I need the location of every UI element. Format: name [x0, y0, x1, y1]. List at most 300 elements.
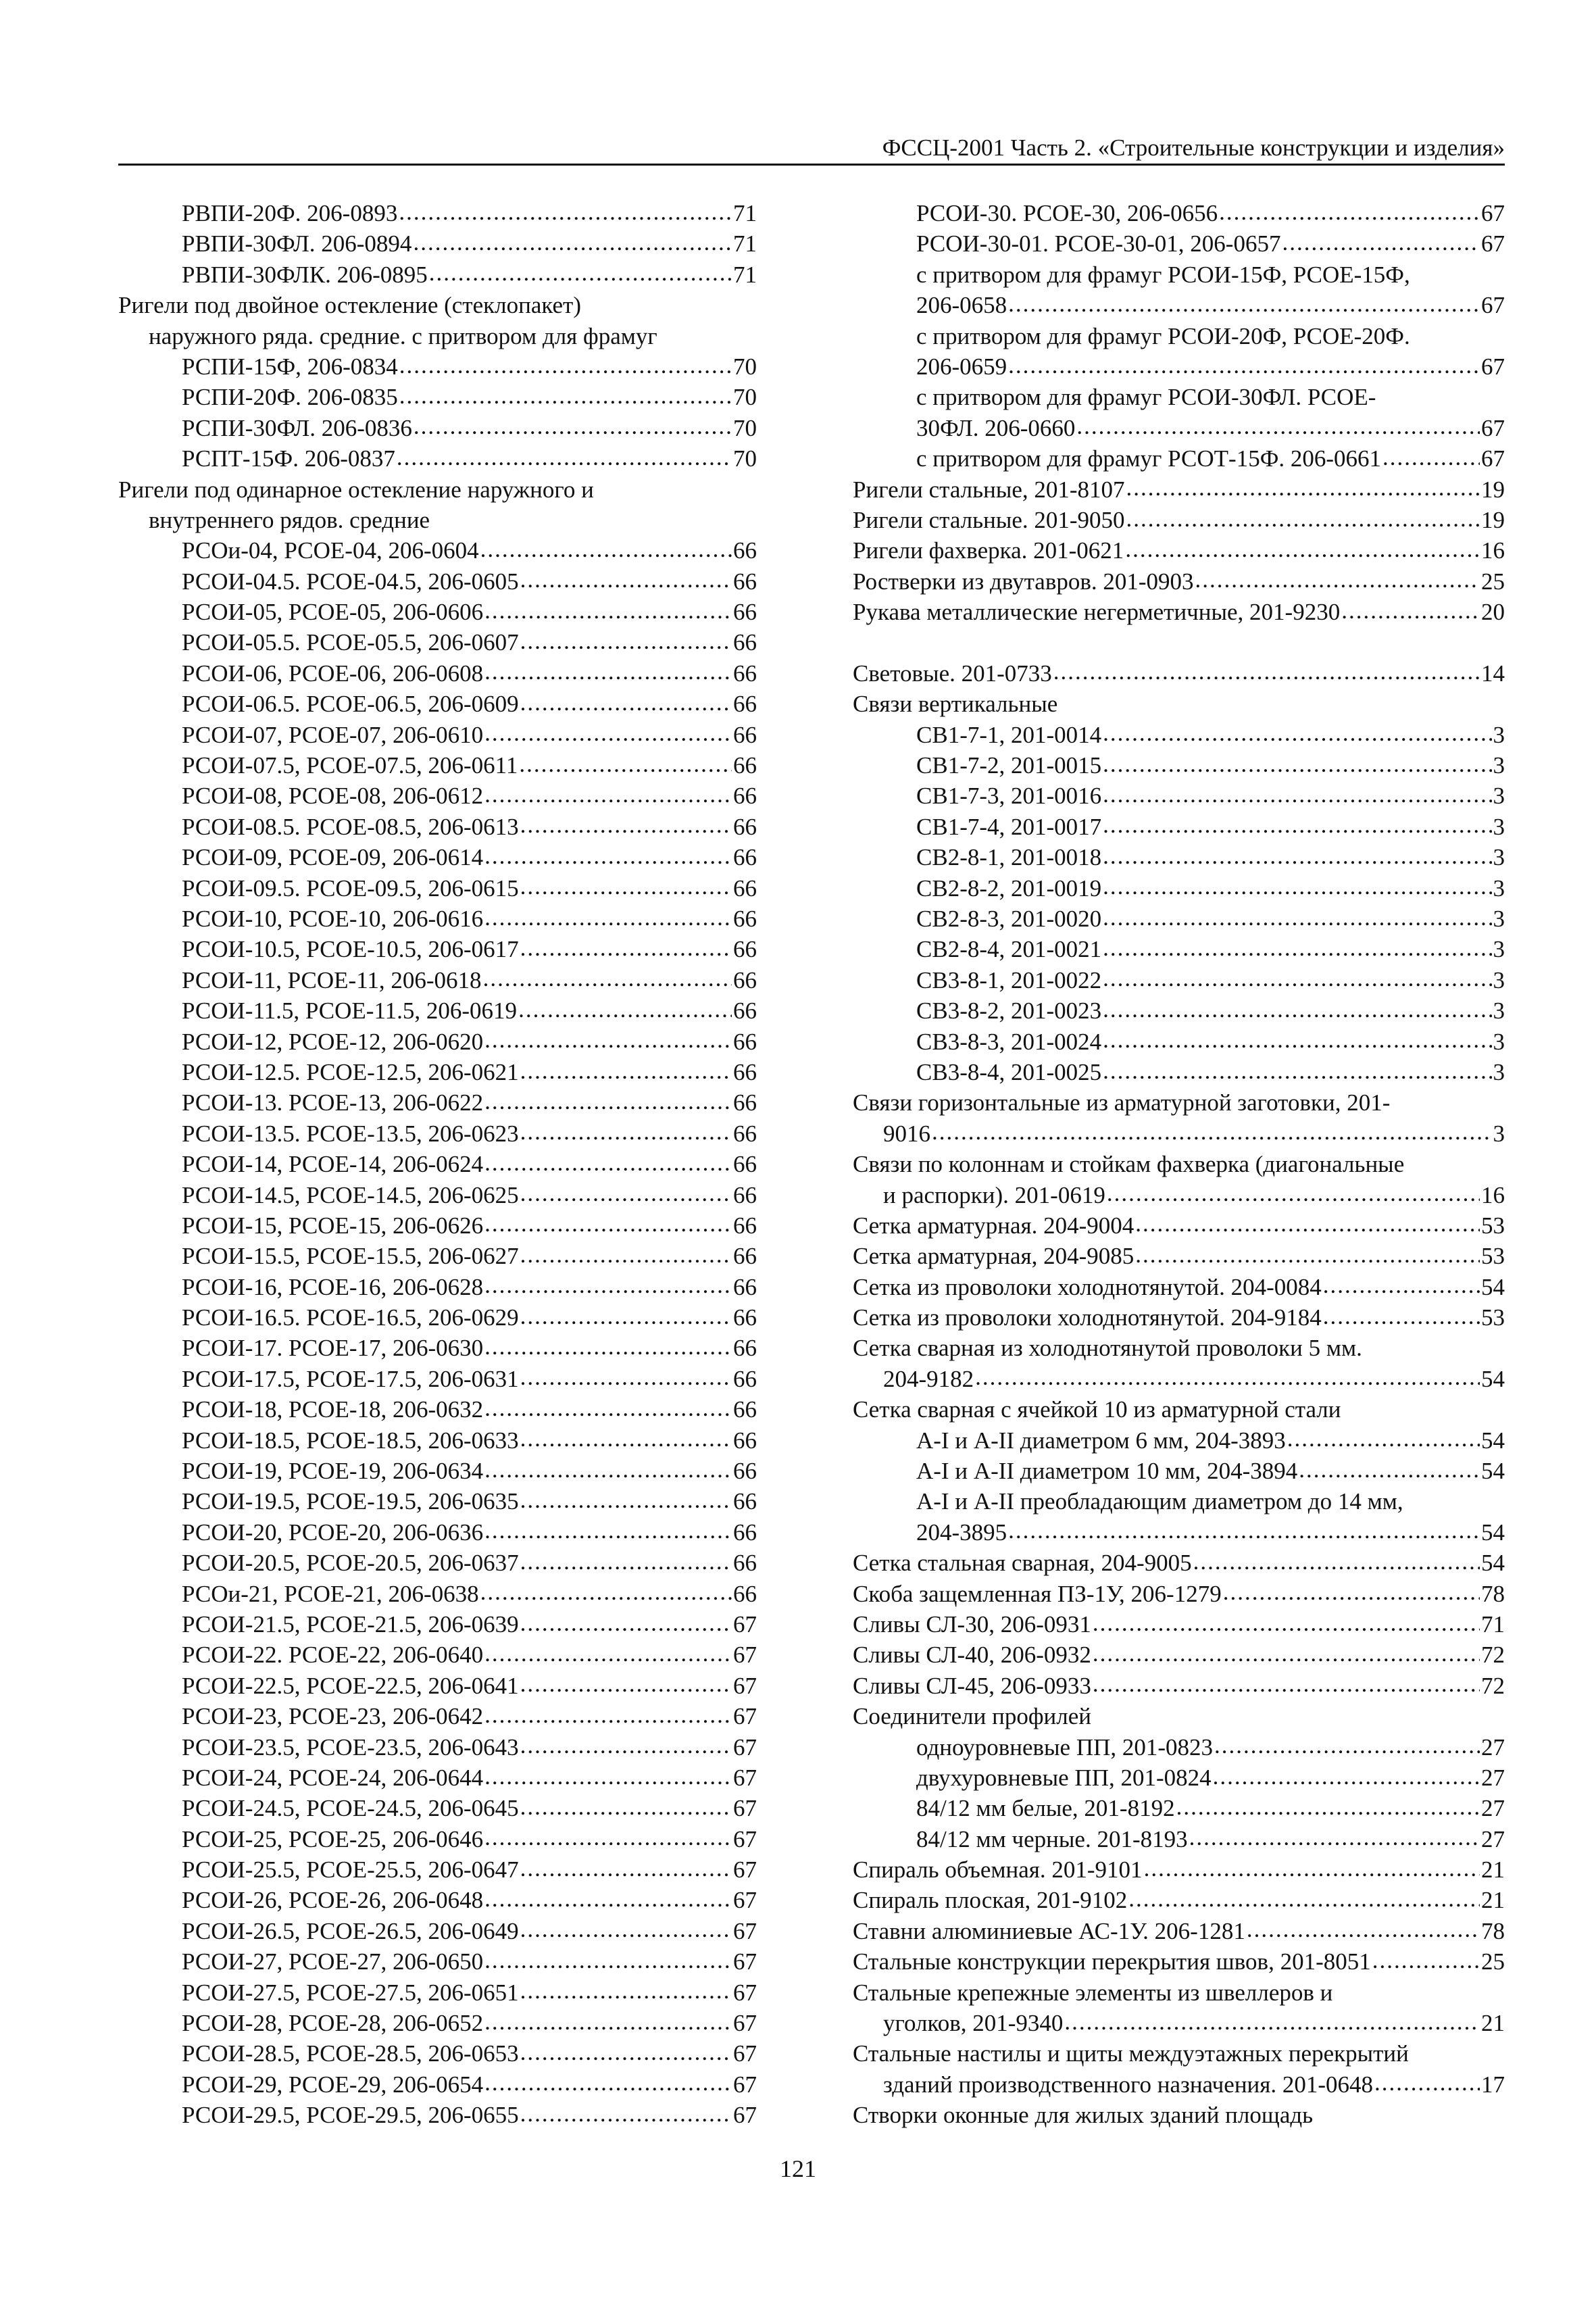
- entry-text: РСОИ-19, РСОЕ-19, 206-0634: [182, 1458, 484, 1485]
- entry-page-number: 71: [1481, 1610, 1505, 1638]
- index-entry: [853, 1793, 1505, 1823]
- entry-text: Связи вертикальные: [853, 691, 1058, 718]
- index-entry: [118, 321, 757, 351]
- index-entry: [853, 658, 1505, 689]
- index-entry: [853, 1824, 1505, 1854]
- dot-leader: [484, 1342, 732, 1356]
- index-entry: [118, 1302, 757, 1333]
- index-entry: [118, 1579, 757, 1609]
- index-entry: [118, 1456, 757, 1486]
- dot-leader: [520, 943, 732, 957]
- entry-text: Световые. 201-0733: [853, 660, 1052, 687]
- entry-text: РСОИ-09, РСОЕ-09, 206-0614: [182, 844, 484, 871]
- dot-leader: [1299, 1465, 1480, 1479]
- entry-text: Сетка сварная с ячейкой 10 из арматурной стали: [853, 1396, 1341, 1423]
- index-entry: [118, 382, 757, 412]
- dot-leader: [520, 576, 732, 589]
- index-entry: [118, 260, 757, 290]
- entry-text: РВПИ-30ФЛ. 206-0894: [182, 230, 412, 257]
- dot-leader: [1372, 1956, 1480, 1969]
- index-entry: [118, 627, 757, 658]
- index-entry: [118, 965, 757, 995]
- dot-leader: [520, 1680, 732, 1694]
- dot-leader: [520, 1189, 732, 1203]
- index-entry: [118, 505, 757, 535]
- entry-page-number: 53: [1481, 1243, 1505, 1270]
- entry-text: Соединители профилей: [853, 1703, 1091, 1730]
- entry-page-number: 3: [1493, 875, 1505, 902]
- entry-text: 204-3895: [916, 1519, 1007, 1546]
- entry-text: двухуровневые ПП, 201-0824: [916, 1764, 1212, 1791]
- entry-text: Сливы СЛ-30, 206-0931: [853, 1610, 1091, 1638]
- index-entry: [853, 1149, 1505, 1179]
- index-entry: [853, 1916, 1505, 1946]
- dot-leader: [1135, 1220, 1480, 1233]
- entry-text: Сетка арматурная, 204-9085: [853, 1243, 1134, 1270]
- entry-text: РСПТ-15Ф. 206-0837: [182, 445, 395, 472]
- entry-text: РСОИ-19.5, РСОЕ-19.5, 206-0635: [182, 1488, 519, 1515]
- entry-page-number: 3: [1493, 905, 1505, 932]
- entry-page-number: 70: [733, 414, 757, 441]
- entry-page-number: 78: [1481, 1917, 1505, 1944]
- index-entry: [118, 904, 757, 934]
- spacer: [853, 627, 1505, 658]
- entry-page-number: 66: [733, 1212, 757, 1239]
- entry-text: РСОИ-27, РСОЕ-27, 206-0650: [182, 1948, 484, 1975]
- dot-leader: [520, 1128, 732, 1141]
- index-entry: [853, 2100, 1505, 2130]
- dot-leader: [1128, 1894, 1480, 1908]
- entry-text: РСОИ-16.5. РСОЕ-16.5, 206-0629: [182, 1304, 519, 1331]
- entry-text: РСОИ-27.5, РСОЕ-27.5, 206-0651: [182, 1979, 519, 2006]
- index-entry: [853, 1701, 1505, 1731]
- index-entry: [853, 995, 1505, 1026]
- dot-leader: [484, 1036, 732, 1050]
- entry-text: с притвором для фрамуг РСОИ-15Ф, РСОЕ-15Ф,: [916, 261, 1410, 288]
- index-entry: [853, 382, 1505, 412]
- dot-leader: [520, 1802, 732, 1816]
- dot-leader: [1144, 1864, 1480, 1877]
- entry-text: Сетка из проволоки холоднотянутой. 204-0084: [853, 1273, 1322, 1300]
- entry-page-number: 25: [1481, 568, 1505, 595]
- entry-page-number: 67: [733, 1856, 757, 1884]
- index-entry: [853, 1486, 1505, 1517]
- entry-page-number: 66: [733, 905, 757, 932]
- dot-leader: [1103, 913, 1491, 927]
- index-entry: [118, 1394, 757, 1425]
- dot-leader: [520, 821, 732, 835]
- entry-text: РСОИ-07, РСОЕ-07, 206-0610: [182, 721, 484, 748]
- index-entry: [118, 1763, 757, 1793]
- index-entry: [118, 1486, 757, 1517]
- index-column-left: [118, 198, 757, 2131]
- entry-text: 84/12 мм черные. 201-8193: [916, 1825, 1188, 1852]
- index-entry: [118, 2008, 757, 2038]
- index-entry: [853, 198, 1505, 228]
- entry-text: СВ2-8-1, 201-0018: [916, 844, 1102, 871]
- entry-text: СВ1-7-3, 201-0016: [916, 783, 1102, 810]
- entry-text: РСОИ-10.5, РСОЕ-10.5, 206-0617: [182, 936, 519, 963]
- index-entry: [853, 443, 1505, 474]
- entry-page-number: 66: [733, 599, 757, 626]
- dot-leader: [484, 1772, 732, 1786]
- dot-leader: [484, 790, 732, 804]
- dot-leader: [520, 1557, 732, 1571]
- index-entry: [853, 1241, 1505, 1271]
- index-entry: [118, 474, 757, 505]
- dot-leader: [1103, 729, 1491, 743]
- index-entry: [853, 1302, 1505, 1333]
- entry-text: РСОИ-22.5, РСОЕ-22.5, 206-0641: [182, 1672, 519, 1699]
- index-entry: [853, 2038, 1505, 2069]
- dot-leader: [1176, 1802, 1480, 1816]
- dot-leader: [414, 422, 732, 436]
- index-entry: [853, 566, 1505, 597]
- entry-text: 206-0659: [916, 353, 1007, 380]
- entry-page-number: 54: [1481, 1427, 1505, 1454]
- entry-text: РСОИ-25, РСОЕ-25, 206-0646: [182, 1825, 484, 1852]
- page-number: 121: [780, 2155, 816, 2182]
- dot-leader: [520, 1250, 732, 1264]
- entry-page-number: 67: [733, 2102, 757, 2129]
- entry-text: Ригели под одинарное остекление наружного и: [118, 476, 594, 503]
- entry-text: РСОИ-23.5, РСОЕ-23.5, 206-0643: [182, 1733, 519, 1761]
- dot-leader: [975, 1373, 1480, 1387]
- entry-text: РСОИ-09.5. РСОЕ-09.5, 206-0615: [182, 875, 519, 902]
- entry-text: РСОИ-28.5, РСОЕ-28.5, 206-0653: [182, 2040, 519, 2067]
- entry-text: РСОИ-24.5, РСОЕ-24.5, 206-0645: [182, 1795, 519, 1822]
- entry-page-number: 14: [1481, 660, 1505, 687]
- index-entry: [853, 781, 1505, 811]
- entry-page-number: 3: [1493, 844, 1505, 871]
- dot-leader: [1213, 1772, 1480, 1786]
- entry-page-number: 21: [1481, 1887, 1505, 1914]
- index-entry: [118, 1732, 757, 1763]
- entry-page-number: 66: [733, 844, 757, 871]
- dot-leader: [519, 760, 732, 773]
- index-entry: [853, 1118, 1505, 1149]
- entry-page-number: 25: [1481, 1948, 1505, 1975]
- dot-leader: [1193, 1557, 1480, 1571]
- index-entry: [853, 351, 1505, 382]
- entry-text: одноуровневые ПП, 201-0823: [916, 1733, 1214, 1761]
- dot-leader: [484, 1158, 732, 1172]
- dot-leader: [1076, 422, 1480, 436]
- entry-page-number: 67: [733, 2071, 757, 2098]
- entry-text: РСОИ-21.5, РСОЕ-21.5, 206-0639: [182, 1610, 519, 1638]
- entry-text: А-I и А-II диаметром 6 мм, 204-3893: [916, 1427, 1286, 1454]
- index-entry: [118, 1854, 757, 1885]
- dot-leader: [520, 1373, 732, 1387]
- index-entry: [853, 750, 1505, 781]
- entry-page-number: 19: [1481, 476, 1505, 503]
- dot-leader: [399, 361, 732, 374]
- index-entry: [853, 228, 1505, 259]
- dot-leader: [1103, 790, 1491, 804]
- entry-text: уголков, 201-9340: [883, 2010, 1064, 2037]
- entry-text: РСОИ-18.5, РСОЕ-18.5, 206-0633: [182, 1427, 519, 1454]
- entry-text: РСОИ-12, РСОЕ-12, 206-0620: [182, 1028, 484, 1055]
- index-entry: [853, 873, 1505, 904]
- entry-text: СВ1-7-4, 201-0017: [916, 813, 1102, 840]
- index-entry: [853, 1456, 1505, 1486]
- entry-text: Ростверки из двутавров. 201-0903: [853, 568, 1194, 595]
- entry-page-number: 54: [1481, 1273, 1505, 1300]
- index-entry: [853, 2069, 1505, 2100]
- index-entry: [118, 2100, 757, 2130]
- index-entry: [853, 689, 1505, 719]
- index-entry: [853, 1640, 1505, 1670]
- dot-leader: [1103, 760, 1491, 773]
- entry-page-number: 66: [733, 691, 757, 718]
- index-entry: [118, 873, 757, 904]
- entry-page-number: 3: [1493, 783, 1505, 810]
- entry-page-number: 16: [1481, 537, 1505, 564]
- index-entry: [118, 1671, 757, 1701]
- entry-page-number: 66: [733, 629, 757, 656]
- index-entry: [118, 1548, 757, 1578]
- entry-text: Сетка из проволоки холоднотянутой. 204-9184: [853, 1304, 1322, 1331]
- entry-text: РСОИ-08, РСОЕ-08, 206-0612: [182, 783, 484, 810]
- dot-leader: [1126, 484, 1480, 497]
- entry-page-number: 3: [1493, 998, 1505, 1025]
- entry-page-number: 3: [1493, 936, 1505, 963]
- entry-page-number: 71: [733, 230, 757, 257]
- dot-leader: [518, 1005, 732, 1018]
- entry-text: А-I и А-II диаметром 10 мм, 204-3894: [916, 1458, 1298, 1485]
- index-entry: [853, 1210, 1505, 1241]
- index-entry: [118, 1364, 757, 1394]
- dot-leader: [1093, 1680, 1480, 1694]
- index-entry: [118, 1425, 757, 1456]
- index-entry: [853, 1333, 1505, 1363]
- dot-leader: [1323, 1312, 1480, 1325]
- entry-text: РСОИ-30. РСОЕ-30, 206-0656: [916, 200, 1218, 226]
- index-entry: [118, 1977, 757, 2008]
- entry-text: РСОИ-22. РСОЕ-22, 206-0640: [182, 1642, 484, 1669]
- entry-text: РСОИ-29, РСОЕ-29, 206-0654: [182, 2071, 484, 2098]
- index-entry: [118, 750, 757, 781]
- index-entry: [118, 443, 757, 474]
- index-entry: [853, 1946, 1505, 1977]
- dot-leader: [484, 1404, 732, 1417]
- entry-text: 30ФЛ. 206-0660: [916, 414, 1076, 441]
- entry-text: РСОИ-08.5. РСОЕ-08.5, 206-0613: [182, 813, 519, 840]
- entry-page-number: 66: [733, 1151, 757, 1178]
- entry-page-number: 3: [1493, 1028, 1505, 1055]
- dot-leader: [1195, 576, 1480, 589]
- entry-text: Ставни алюминиевые АС-1У. 206-1281: [853, 1917, 1245, 1944]
- entry-page-number: 53: [1481, 1212, 1505, 1239]
- entry-text: Рукава металлические негерметичные, 201-9230: [853, 599, 1341, 626]
- entry-page-number: 54: [1481, 1550, 1505, 1577]
- dot-leader: [484, 852, 732, 865]
- entry-text: внутреннего рядов. средние: [149, 506, 430, 533]
- entry-page-number: 66: [733, 1580, 757, 1607]
- entry-page-number: 27: [1481, 1764, 1505, 1791]
- dot-leader: [484, 606, 732, 620]
- dot-leader: [399, 207, 732, 221]
- dot-leader: [484, 1833, 732, 1847]
- entry-page-number: 67: [733, 1979, 757, 2006]
- entry-page-number: 71: [733, 261, 757, 288]
- entry-page-number: 3: [1493, 813, 1505, 840]
- dot-leader: [484, 1956, 732, 1969]
- index-entry: [853, 505, 1505, 535]
- index-entry: [853, 597, 1505, 627]
- index-entry: [853, 321, 1505, 351]
- dot-leader: [1341, 606, 1480, 620]
- entry-page-number: 67: [733, 2010, 757, 2037]
- dot-leader: [484, 2017, 732, 2031]
- entry-page-number: 72: [1481, 1642, 1505, 1669]
- entry-text: зданий производственного назначения. 201-0648: [883, 2071, 1374, 2098]
- entry-page-number: 66: [733, 568, 757, 595]
- entry-page-number: 66: [733, 1365, 757, 1392]
- entry-text: РСОИ-17. РСОЕ-17, 206-0630: [182, 1335, 484, 1362]
- entry-text: Связи по колоннам и стойкам фахверка (диагональные: [853, 1151, 1405, 1178]
- entry-text: и распорки). 201-0619: [883, 1181, 1105, 1208]
- entry-page-number: 66: [733, 1089, 757, 1116]
- index-entry: [118, 566, 757, 597]
- dot-leader: [1008, 361, 1480, 374]
- dot-leader: [484, 913, 732, 927]
- index-entry: [118, 413, 757, 443]
- entry-page-number: 66: [733, 1458, 757, 1485]
- index-entry: [853, 720, 1505, 750]
- entry-text: Сливы СЛ-40, 206-0932: [853, 1642, 1091, 1669]
- index-entry: [853, 1977, 1505, 2008]
- entry-text: СВ3-8-2, 201-0023: [916, 998, 1102, 1025]
- index-entry: [853, 1057, 1505, 1087]
- dot-leader: [1247, 1925, 1480, 1939]
- dot-leader: [520, 1066, 732, 1080]
- entry-page-number: 66: [733, 1273, 757, 1300]
- dot-leader: [484, 729, 732, 743]
- index-entry: [118, 2038, 757, 2069]
- entry-page-number: 70: [733, 445, 757, 472]
- entry-text: Ригели стальные, 201-8107: [853, 476, 1125, 503]
- entry-text: Сетка арматурная. 204-9004: [853, 1212, 1134, 1239]
- entry-text: Спираль объемная. 201-9101: [853, 1856, 1143, 1884]
- entry-page-number: 21: [1481, 2010, 1505, 2037]
- index-entry: [118, 1180, 757, 1210]
- entry-page-number: 19: [1481, 506, 1505, 533]
- entry-page-number: 66: [733, 966, 757, 993]
- entry-page-number: 16: [1481, 1181, 1505, 1208]
- entry-text: 206-0658: [916, 292, 1007, 319]
- index-entry: [118, 228, 757, 259]
- index-entry: [118, 1793, 757, 1823]
- entry-page-number: 78: [1481, 1580, 1505, 1607]
- entry-page-number: 66: [733, 813, 757, 840]
- entry-page-number: 27: [1481, 1795, 1505, 1822]
- index-entry: [118, 934, 757, 964]
- entry-text: Сетка сварная из холоднотянутой проволоки 5 мм.: [853, 1335, 1362, 1362]
- index-entry: [118, 1333, 757, 1363]
- entry-text: СВ3-8-1, 201-0022: [916, 966, 1102, 993]
- index-entry: [853, 934, 1505, 964]
- dot-leader: [484, 668, 732, 681]
- entry-text: РСОИ-06, РСОЕ-06, 206-0608: [182, 660, 484, 687]
- entry-text: РСОИ-29.5, РСОЕ-29.5, 206-0655: [182, 2102, 519, 2129]
- entry-page-number: 66: [733, 1181, 757, 1208]
- entry-text: Стальные конструкции перекрытия швов, 201-8051: [853, 1948, 1371, 1975]
- entry-text: Ригели стальные. 201-9050: [853, 506, 1125, 533]
- index-entry: [853, 965, 1505, 995]
- entry-text: РСОИ-16, РСОЕ-16, 206-0628: [182, 1273, 484, 1300]
- index-entry: [118, 198, 757, 228]
- entry-text: РСОИ-25.5, РСОЕ-25.5, 206-0647: [182, 1856, 519, 1884]
- dot-leader: [1214, 1742, 1480, 1755]
- dot-leader: [1135, 1250, 1480, 1264]
- entry-page-number: 67: [733, 1948, 757, 1975]
- index-entry: [853, 1885, 1505, 1915]
- dot-leader: [1103, 821, 1491, 835]
- dot-leader: [484, 1649, 732, 1663]
- entry-text: РСОИ-07.5, РСОЕ-07.5, 206-0611: [182, 752, 518, 779]
- index-entry: [853, 1087, 1505, 1118]
- dot-leader: [520, 1742, 732, 1755]
- dot-leader: [520, 698, 732, 712]
- entry-text: Сливы СЛ-45, 206-0933: [853, 1672, 1091, 1699]
- index-entry: [118, 1087, 757, 1118]
- dot-leader: [484, 2079, 732, 2092]
- dot-leader: [520, 1987, 732, 2000]
- entry-text: РСОИ-06.5. РСОЕ-06.5, 206-0609: [182, 691, 519, 718]
- dot-leader: [1126, 514, 1480, 528]
- entry-text: с притвором для фрамуг РСОИ-20Ф, РСОЕ-20Ф.: [916, 322, 1410, 349]
- entry-page-number: 71: [733, 200, 757, 226]
- entry-text: РСПИ-30ФЛ. 206-0836: [182, 414, 412, 441]
- entry-page-number: 3: [1493, 966, 1505, 993]
- entry-page-number: 67: [1481, 230, 1505, 257]
- dot-leader: [1064, 2017, 1480, 2031]
- index-entry: [853, 1027, 1505, 1057]
- entry-page-number: 3: [1493, 721, 1505, 748]
- entry-page-number: 66: [733, 1550, 757, 1577]
- index-entry: [118, 351, 757, 382]
- index-entry: [118, 1640, 757, 1670]
- entry-text: РСОИ-11.5, РСОЕ-11.5, 206-0619: [182, 998, 518, 1025]
- dot-leader: [484, 1894, 732, 1908]
- index-entry: [118, 1824, 757, 1854]
- entry-page-number: 53: [1481, 1304, 1505, 1331]
- entry-page-number: 66: [733, 1243, 757, 1270]
- dot-leader: [429, 269, 732, 282]
- entry-text: РСОи-04, РСОЕ-04, 206-0604: [182, 537, 479, 564]
- dot-leader: [1219, 207, 1480, 221]
- entry-text: РСПИ-20Ф. 206-0835: [182, 384, 398, 411]
- entry-text: РСОИ-04.5. РСОЕ-04.5, 206-0605: [182, 568, 519, 595]
- index-entry: [853, 1671, 1505, 1701]
- dot-leader: [1125, 545, 1480, 558]
- entry-page-number: 67: [733, 1672, 757, 1699]
- entry-page-number: 54: [1481, 1458, 1505, 1485]
- dot-leader: [1008, 299, 1480, 313]
- entry-text: с притвором для фрамуг РСОТ-15Ф. 206-0661: [916, 445, 1382, 472]
- entry-page-number: 20: [1481, 599, 1505, 626]
- dot-leader: [520, 883, 732, 896]
- dot-leader: [1103, 943, 1491, 957]
- entry-text: РСОИ-05, РСОЕ-05, 206-0606: [182, 599, 484, 626]
- entry-text: Створки оконные для жилых зданий площадь: [853, 2102, 1314, 2129]
- entry-text: РСОИ-13.5. РСОЕ-13.5, 206-0623: [182, 1120, 519, 1147]
- entry-page-number: 66: [733, 1028, 757, 1055]
- entry-page-number: 67: [733, 1917, 757, 1944]
- entry-page-number: 67: [733, 1610, 757, 1638]
- dot-leader: [1103, 852, 1491, 865]
